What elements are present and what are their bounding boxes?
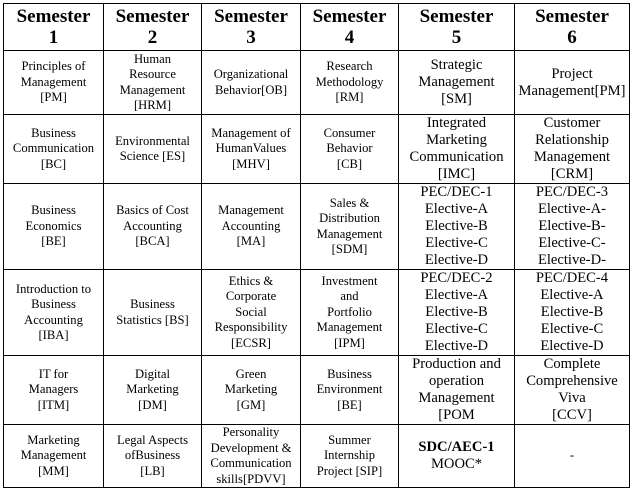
course-line: Distribution [319,211,380,225]
course-cell [4,51,104,115]
course-line: Sales & [329,195,370,210]
course-line: Business [130,297,175,311]
course-line: Green [235,366,267,381]
course-cell [202,425,301,488]
course-cell [301,184,399,270]
course-line: Management [218,203,284,218]
table-row [4,184,630,270]
course-line: Research [326,59,373,74]
course-line: PEC/DEC-2 [420,270,493,286]
course-line: Basics of Cost [116,203,189,218]
semester-header-6 [515,4,630,51]
course-line: [ITM] [37,397,70,412]
course-line: Communication [409,149,504,165]
course-line: Elective-A [540,287,604,303]
course-line: Development & [210,440,292,455]
elective-cell [515,184,630,270]
table-row [4,115,630,184]
course-line: Elective-D [424,338,489,354]
course-line: [CRM] [550,166,594,182]
course-line: ofBusiness [124,448,181,463]
course-line: [IBA] [38,328,69,342]
course-line: [IPM] [334,335,365,350]
course-line: [PM] [40,90,67,105]
course-cell [4,115,104,184]
course-line: Elective-C [425,321,488,337]
table-row [4,270,630,356]
course-line: Accounting [221,218,281,233]
course-cell [399,356,515,425]
course-cell [4,270,104,356]
course-line: Environment [316,382,383,397]
empty-cell [515,425,630,488]
table-row [4,425,630,488]
header-label: Semester [419,6,494,27]
course-line: [BC] [40,156,67,171]
course-cell [104,184,202,270]
course-line: HumanValues [215,141,287,156]
course-cell [202,184,301,270]
course-line: Human [133,51,172,66]
course-line: Responsibility [214,320,288,335]
course-line: Elective-A [424,287,489,303]
course-line: Statistics [BS] [116,312,189,327]
course-line: Organizational [213,67,289,81]
course-line: [BE] [41,234,66,249]
elective-cell [399,270,515,356]
dash-placeholder: - [569,448,575,463]
course-line: Elective-D- [537,252,607,268]
course-line: Portfolio [327,304,372,319]
course-line: [SM] [441,91,472,107]
header-number: 3 [246,27,256,48]
course-line: SDC/AEC-1 [418,439,495,455]
course-line: Management [20,448,87,463]
course-line: Customer [543,115,601,131]
course-cell [202,356,301,425]
course-cell [515,356,630,425]
course-line: Elective-A [424,201,489,217]
course-line: Management [20,74,87,89]
course-line: PEC/DEC-1 [420,184,493,200]
course-line: [IMC] [437,166,476,182]
table-row [4,51,630,115]
semester-curriculum-table [3,3,630,488]
course-line: Behavior [326,141,373,156]
course-cell [301,356,399,425]
course-line: Production and [412,356,501,372]
course-line: Complete [543,356,601,372]
course-line: Marketing [27,432,80,447]
course-line: MOOC* [430,456,483,472]
course-line: Economics [25,218,82,233]
header-number: 2 [147,27,158,48]
course-line: Elective-B [425,304,488,320]
course-line: [POM [438,407,475,423]
header-label: Semester [16,6,91,27]
course-cell [202,270,301,356]
course-line: [DM] [138,397,167,412]
course-line: Consumer [323,125,376,140]
course-line: Relationship [535,132,609,148]
course-line: Ethics & [228,273,274,288]
header-number: 1 [48,27,59,48]
course-line: operation [428,373,485,389]
course-cell [104,51,202,115]
course-line: Marketing [224,382,278,397]
semester-header-4 [301,4,399,51]
table-row [4,356,630,425]
course-line: Business [31,125,76,140]
course-line: Project [551,65,593,82]
course-line: Behavior[OB] [214,82,288,97]
course-line: Elective-D [424,252,489,268]
course-line: [GM] [236,397,266,412]
course-line: Business [31,297,76,311]
elective-cell [515,270,630,356]
course-line: Marketing [126,382,179,397]
course-cell [301,270,399,356]
semester-header-3 [202,4,301,51]
course-line: [BCA] [135,234,170,249]
course-line: [BE] [337,397,362,412]
course-line: Management [533,149,611,165]
course-line: Environmental [115,133,190,148]
course-line: [MHV] [232,156,270,171]
header-label: Semester [115,6,190,27]
header-number: 5 [451,27,462,48]
course-cell [104,425,202,488]
course-line: Management [418,390,495,406]
course-cell [104,270,202,356]
course-cell [301,115,399,184]
course-line: Managers [28,382,79,397]
course-cell [301,51,399,115]
course-cell [399,115,515,184]
course-line: Elective-C [540,321,604,337]
course-line: Science [ES] [119,149,186,163]
header-label: Semester [312,6,387,27]
course-line: Internship [323,448,376,463]
course-line: [MM] [38,463,69,478]
course-line: Resource [129,67,176,81]
header-number: 6 [567,27,577,48]
course-line: [RM] [335,90,364,105]
course-line: Accounting [24,312,83,327]
course-line: PEC/DEC-4 [535,270,609,286]
semester-header-1 [4,4,104,51]
course-line: Communication [210,456,292,470]
course-line: Elective-C [425,235,488,251]
header-row [4,4,630,51]
course-cell [399,51,515,115]
course-line: Methodology [315,74,384,89]
course-cell [399,425,515,488]
course-line: Investment [321,273,378,288]
course-line: IT for [38,366,69,381]
course-line: Management [316,226,383,241]
course-line: Integrated [426,115,487,131]
course-line: Communication [12,141,95,156]
course-line: Management of [211,125,291,140]
course-line: Comprehensive [526,373,618,389]
course-line: Personality [222,425,280,439]
course-cell [4,425,104,488]
course-line: Digital [135,366,170,381]
course-cell [515,51,630,115]
course-cell [515,115,630,184]
course-line: [LB] [140,463,165,478]
course-cell [301,425,399,488]
course-line: Business [31,203,76,218]
course-line: Introduction to [15,281,92,296]
course-line: Management[PM] [518,82,626,99]
course-line: Business [327,366,372,381]
course-line: Viva [558,390,586,406]
course-cell [4,184,104,270]
course-line: Management [316,320,383,335]
course-line: and [340,289,359,304]
course-line: Elective-A- [537,201,607,217]
course-line: skills[PDVV] [216,471,286,486]
course-cell [202,51,301,115]
course-line: Management [119,82,186,97]
course-cell [4,356,104,425]
course-line: Project [SIP] [316,463,383,478]
course-line: Legal Aspects [117,432,188,447]
course-line: Corporate [225,289,277,304]
course-line: Elective-D [540,338,604,354]
semester-header-2 [104,4,202,51]
course-line: Elective-B- [538,218,606,234]
course-line: [SDM] [331,242,368,256]
course-line: Elective-B [425,218,488,234]
course-line: Social [235,304,267,319]
header-number: 4 [344,27,355,48]
course-line: Elective-B [540,304,604,320]
course-line: Principles of [21,59,86,74]
course-line: Marketing [426,132,487,148]
course-line: Management [418,74,495,90]
course-cell [104,115,202,184]
course-line: [ECSR] [231,335,271,350]
header-label: Semester [535,6,609,27]
elective-cell [399,184,515,270]
course-cell [202,115,301,184]
course-cell [104,356,202,425]
course-line: [CB] [336,156,363,171]
course-line: [CCV] [552,407,592,423]
course-line: Summer [328,432,371,447]
course-line: Accounting [123,218,182,233]
course-line: Elective-C- [538,235,606,251]
semester-header-5 [399,4,515,51]
course-line: [MA] [236,234,266,249]
course-line: Strategic [430,57,483,73]
header-label: Semester [214,6,288,27]
course-line: [HRM] [133,98,172,112]
course-line: PEC/DEC-3 [535,184,609,200]
